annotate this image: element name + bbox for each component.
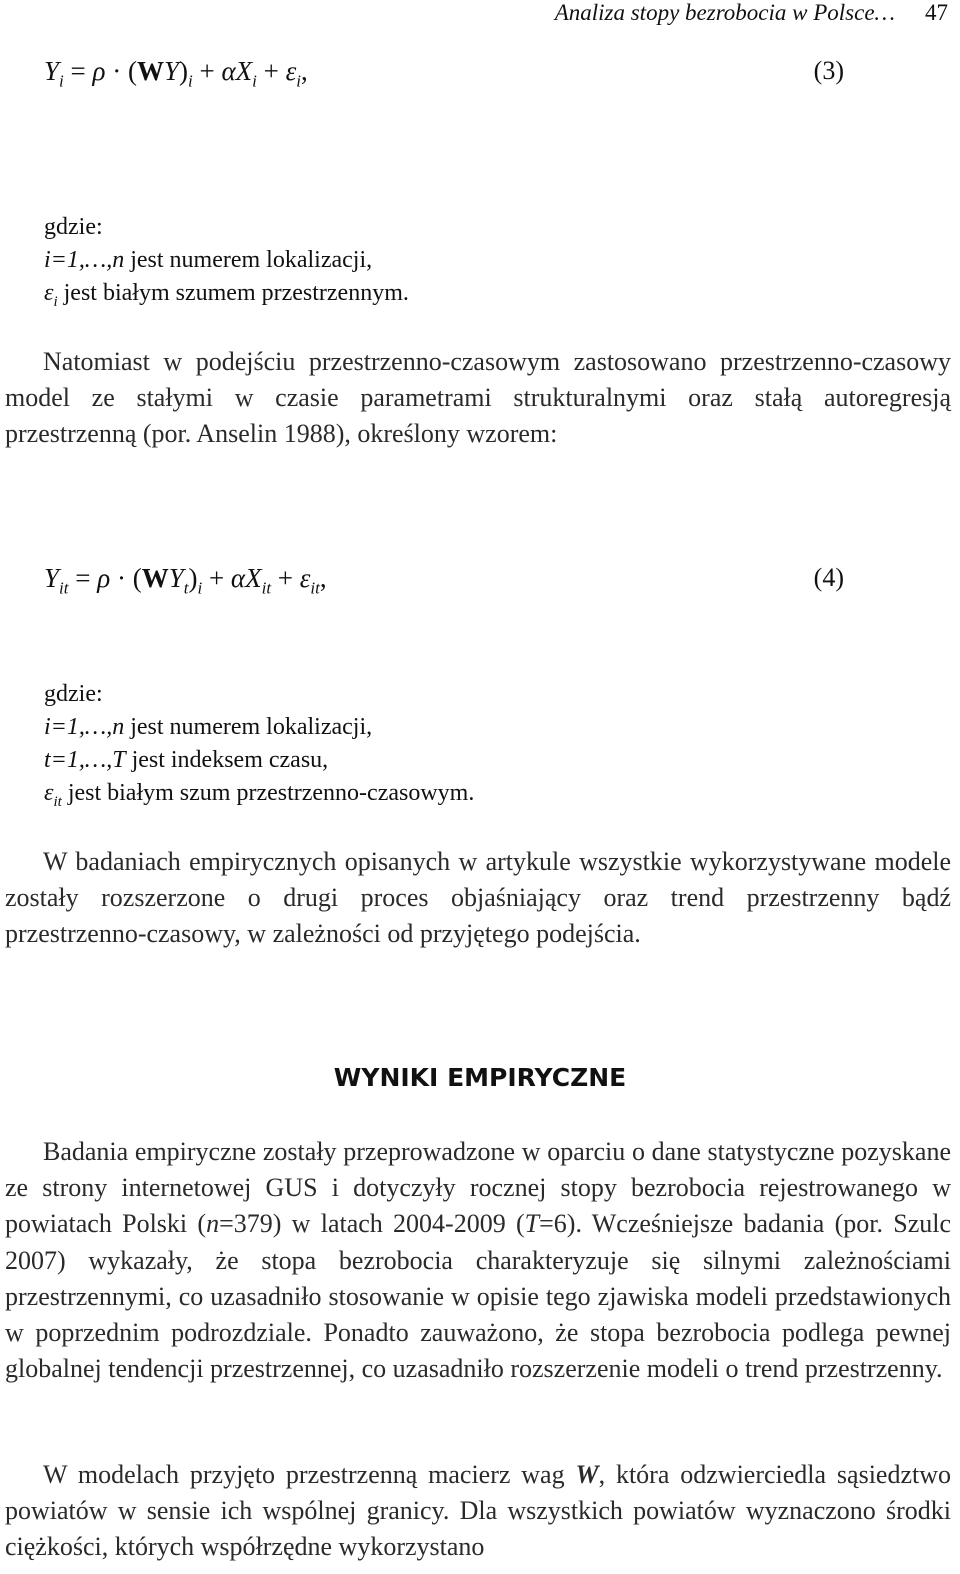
running-title: Analiza stopy bezrobocia w Polsce… <box>554 0 895 25</box>
para4-text-a: W modelach przyjęto przestrzenną macierz wag <box>43 1460 576 1489</box>
gdzie-label: gdzie: <box>44 214 103 240</box>
variable-i: i=1,…,n <box>44 714 125 740</box>
definition-epsilon-it-text: jest białym szum przestrzenno-czasowym. <box>61 780 475 806</box>
equation-3-definitions <box>44 211 409 319</box>
equation-3 <box>44 56 844 91</box>
definition-i <box>44 711 474 744</box>
equation-4-definitions <box>44 678 474 819</box>
symbol-epsilon-it: $\varepsilon_{it}$ <box>44 780 62 810</box>
symbol-epsilon-i: $\varepsilon_i$ <box>44 280 58 310</box>
definition-epsilon-it <box>44 777 474 819</box>
definition-epsilon-text: jest białym szumem przestrzennym. <box>57 280 409 306</box>
paragraph-extended-models: W badaniach empirycznych opisanych w artykule wszystkie wykorzystywane modele zostały rozszerzone o drugi proces objaśniający oraz trend przestrzenny bądź przestrzenno-czasowy, w zależności od przyjętego podejścia. <box>5 847 951 949</box>
equation-4 <box>44 563 844 598</box>
para3-text-a: Badania empiryczne zostały przeprowadzone w oparciu o dane statystyczne pozyskane ze strony internetowej GUS i dotyczyły rocznej stopy bezrobocia rejestrowanego w powiatach Polski ( <box>5 1137 951 1239</box>
equation-4-number: (4) <box>813 563 844 592</box>
equation-4-body: $Y_{it} = \rho \cdot (WY_t)_i + \alpha X_{it} + \varepsilon_{it}$, <box>44 563 327 598</box>
page-number: 47 <box>925 0 948 25</box>
section-heading: WYNIKI EMPIRYCZNE <box>333 1063 627 1092</box>
definition-i-text: jest numerem lokalizacji, <box>124 714 373 740</box>
equation-3-body: $Y_i = \rho \cdot (WY)_i + \alpha X_i + \varepsilon_i$, <box>44 56 308 91</box>
definition-t-text: jest indeksem czasu, <box>125 747 329 773</box>
paragraph-empirical-data <box>5 1134 951 1387</box>
equation-3-number: (3) <box>813 56 844 85</box>
definition-i <box>44 244 409 277</box>
variable-i: i=1,…,n <box>44 247 125 273</box>
para3-var-n: n <box>206 1209 220 1239</box>
definition-t <box>44 744 474 777</box>
running-header <box>555 0 948 26</box>
definition-epsilon <box>44 277 409 319</box>
para3-var-T: T <box>524 1209 540 1239</box>
para3-text-b: =379) w latach 2004-2009 ( <box>219 1209 525 1239</box>
paragraph-spatiotemporal-intro: Natomiast w podejściu przestrzenno-czasowym zastosowano przestrzenno-czasowy model ze stałymi w czasie parametrami strukturalnymi oraz stałą autoregresją przestrzenną (por. Anselin 1988), określony wzorem: <box>5 347 951 449</box>
para4-text-b: , która odzwierciedla sąsiedztwo powiatów w sensie ich wspólnej granicy. Dla wszystkich powiatów wyznaczono środki ciężkości, których współrzędne wykorzystano <box>5 1460 952 1562</box>
para3-text-c: =6). Wcześniejsze badania (por. Szulc 2007) wykazały, że stopa bezrobocia charakteryzuje się silnymi zależnościami przestrzennymi, co uzasadniło stosowanie w opisie tego zjawiska modeli przedstawionych w poprzednim podrozdziale. Ponadto zauważono, że stopa bezrobocia podlega pewnej globalnej tendencji przestrzennej, co uzasadniło rozszerzenie modeli o trend przestrzenny. <box>5 1209 952 1384</box>
definition-i-text: jest numerem lokalizacji, <box>124 247 373 273</box>
para4-matrix-W: W <box>575 1460 599 1489</box>
paragraph-weight-matrix <box>5 1457 951 1566</box>
gdzie-label: gdzie: <box>44 681 103 707</box>
variable-t: t=1,…,T <box>44 747 126 773</box>
